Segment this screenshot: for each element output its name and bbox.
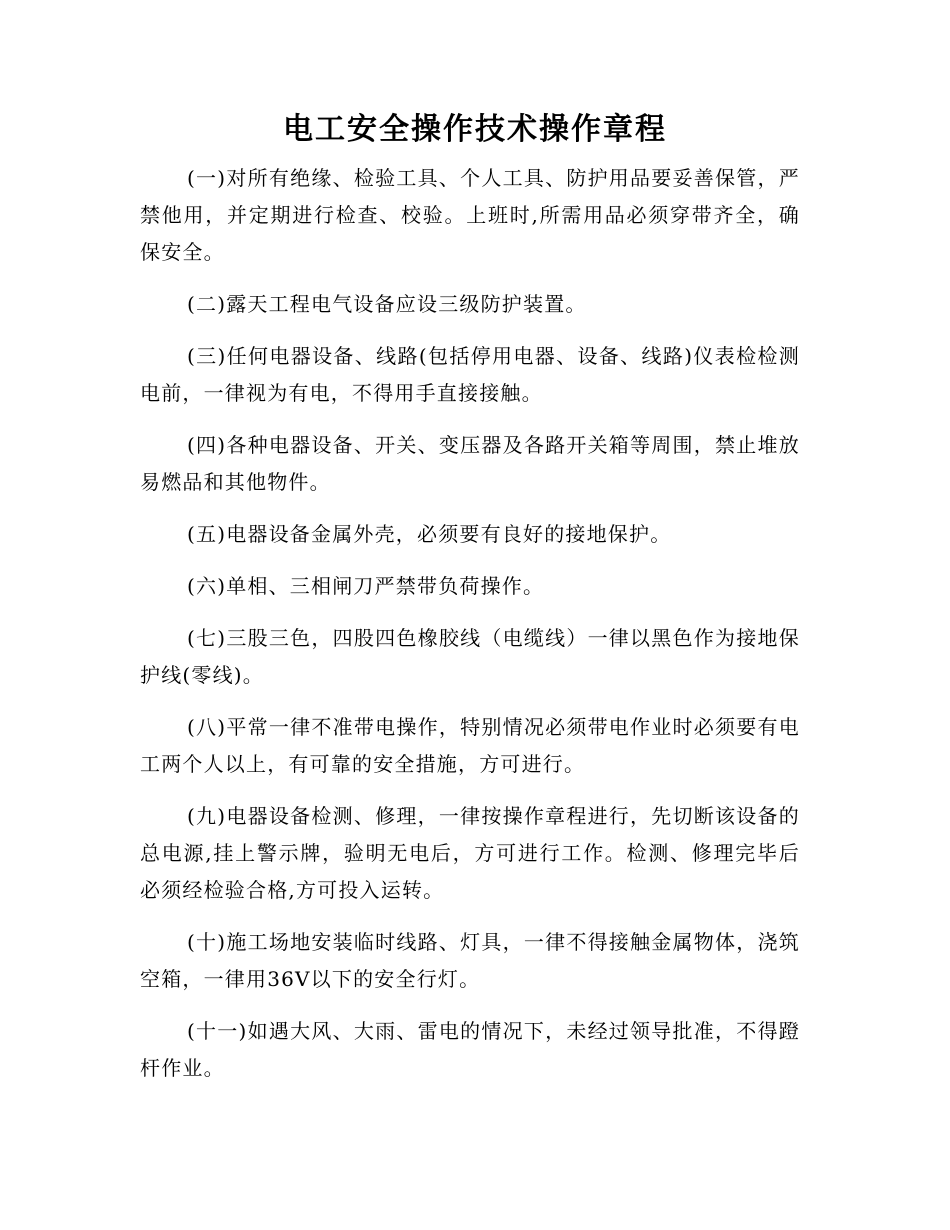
paragraph-11: (十一)如遇大风、大雨、雷电的情况下，未经过领导批准，不得蹬杆作业。: [140, 1019, 800, 1080]
paragraph-8: (八)平常一律不准带电操作，特别情况必须带电作业时必须要有电工两个人以上，有可靠的安全措施，方可进行。: [140, 715, 800, 776]
paragraph-9: (九)电器设备检测、修理，一律按操作章程进行，先切断该设备的总电源,挂上警示牌，验明无电后，方可进行工作。检测、修理完毕后必须经检验合格,方可投入运转。: [140, 804, 800, 902]
paragraph-2: (二)露天工程电气设备应设三级防护装置。: [187, 292, 587, 316]
paragraph-4: (四)各种电器设备、开关、变压器及各路开关箱等周围，禁止堆放易燃品和其他物件。: [140, 433, 800, 494]
paragraph-3: (三)任何电器设备、线路(包括停用电器、设备、线路)仪表检检测电前，一律视为有电，不得用手直接接触。: [140, 344, 800, 405]
paragraph-1: (一)对所有绝缘、检验工具、个人工具、防护用品要妥善保管，严禁他用，并定期进行检查、校验。上班时,所需用品必须穿带齐全，确保安全。: [140, 166, 800, 264]
paragraph-10: (十)施工场地安装临时线路、灯具，一律不得接触金属物体，浇筑空箱，一律用36V以下的安全行灯。: [140, 930, 800, 991]
paragraph-7: (七)三股三色，四股四色橡胶线（电缆线）一律以黑色作为接地保护线(零线)。: [140, 626, 800, 687]
paragraph-6: (六)单相、三相闸刀严禁带负荷操作。: [187, 574, 545, 598]
document-title: 电工安全操作技术操作章程: [283, 112, 667, 147]
paragraph-5: (五)电器设备金属外壳，必须要有良好的接地保护。: [187, 522, 672, 546]
document-body: [140, 160, 800, 1102]
